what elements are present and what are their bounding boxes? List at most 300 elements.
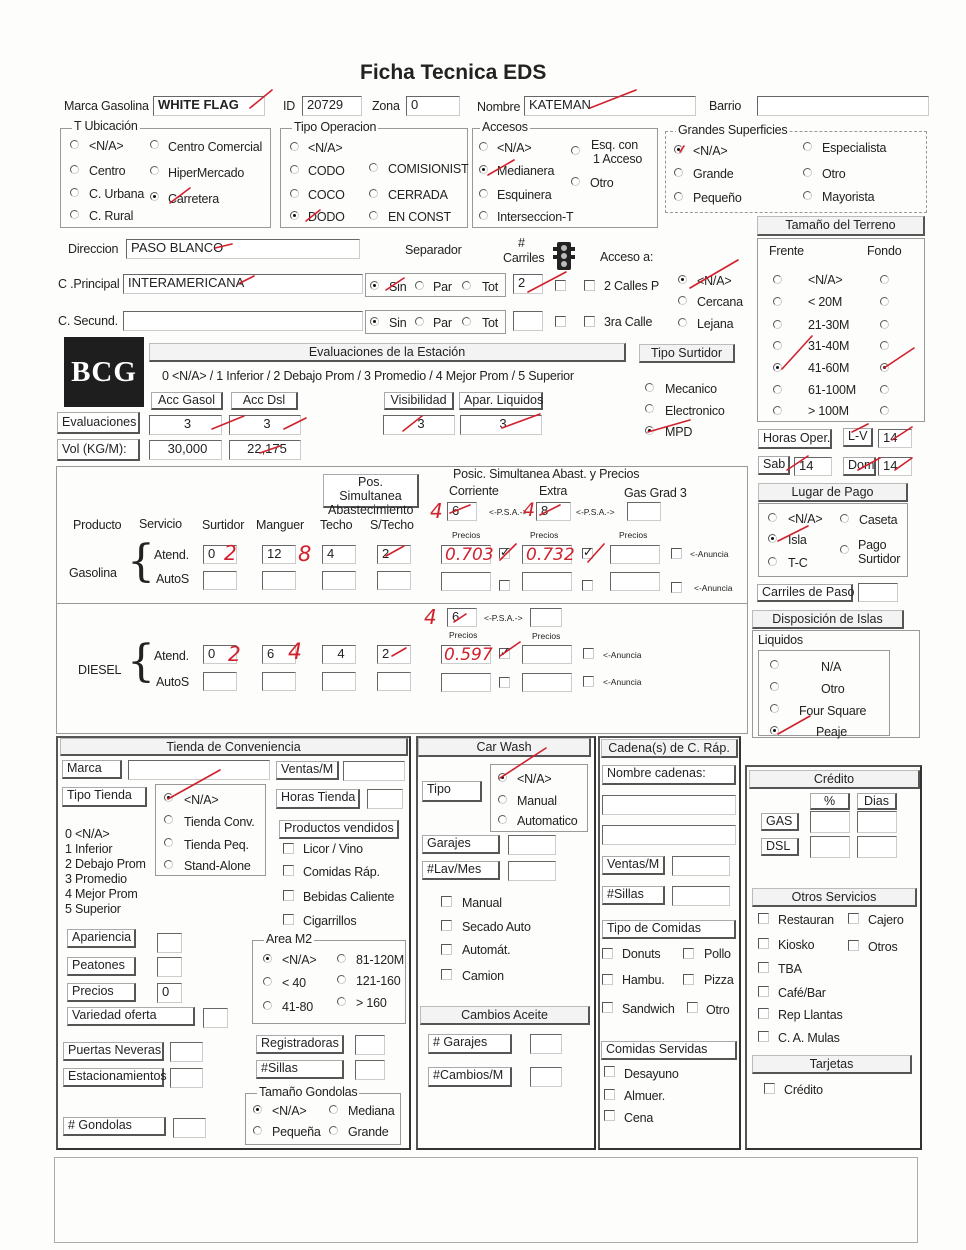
cadena-nombre-field-2[interactable] <box>602 825 736 845</box>
otro-comida-check[interactable] <box>687 1002 698 1013</box>
sep-principal-par[interactable] <box>415 281 424 290</box>
ubicacion-radio-ccomercial[interactable] <box>150 140 159 149</box>
cambios-garajes-field[interactable] <box>530 1034 562 1054</box>
autos-precio-corriente[interactable] <box>441 572 491 591</box>
accesos-radio-medianera[interactable] <box>479 165 488 174</box>
diesel-autos-techo[interactable] <box>322 672 356 691</box>
cambios-m-field[interactable] <box>530 1067 562 1087</box>
sep-sin-label: Sin <box>389 316 407 330</box>
surtidor-radio-electronico[interactable] <box>645 404 654 413</box>
terreno-option-label: 31-40M <box>808 339 850 353</box>
ubicacion-radio-na[interactable] <box>70 140 79 149</box>
autos-corriente-check[interactable] <box>499 580 510 591</box>
carriles-secund-field[interactable] <box>513 311 543 331</box>
puertas-field[interactable] <box>170 1042 203 1062</box>
gas-autos-manguer[interactable] <box>262 571 296 590</box>
restauran-check[interactable] <box>758 913 769 924</box>
horas-tienda-field[interactable] <box>367 789 403 809</box>
cena-check[interactable] <box>604 1110 615 1121</box>
islas-label: Peaje <box>816 725 847 739</box>
carriles-paso-field[interactable] <box>858 583 898 602</box>
comida-label: Donuts <box>622 947 661 961</box>
diesel-atend-surtidor[interactable]: 0 <box>203 645 237 664</box>
grandes-radio-otro[interactable] <box>803 168 812 177</box>
registradoras-label: Registradoras <box>256 1035 344 1054</box>
pos-simultanea-text: Pos. Simultanea Abastecimiento <box>328 475 414 517</box>
frente-radio[interactable] <box>773 406 782 415</box>
cadena-nombre-field-1[interactable] <box>602 795 736 815</box>
horas-tienda-label: Horas Tienda <box>276 789 360 809</box>
credito-dsl-dias[interactable] <box>857 836 897 858</box>
variedad-field[interactable] <box>203 1008 228 1028</box>
evaluaciones-title: Evaluaciones de la Estación <box>149 343 626 362</box>
variedad-label: Variedad oferta <box>67 1007 195 1026</box>
diesel-autos-precio[interactable] <box>441 673 491 692</box>
servida-label: Almuer. <box>624 1089 665 1103</box>
licor-check[interactable] <box>283 843 294 854</box>
servicio-label: C. A. Mulas <box>778 1031 840 1045</box>
gas-grad3-label: Gas Grad 3 <box>624 486 687 500</box>
anuncia-label: <-Anuncia <box>694 583 733 593</box>
direccion-field[interactable]: PASO BLANCO <box>126 239 360 259</box>
operacion-radio-cerrada[interactable] <box>369 189 378 198</box>
ubicacion-label: Carretera <box>168 192 219 206</box>
area-radio-81[interactable] <box>337 954 346 963</box>
diesel-autos-check[interactable] <box>499 677 510 688</box>
autos-precio-extra[interactable] <box>522 572 572 591</box>
secund-check-a[interactable] <box>555 316 566 327</box>
area-label: < 40 <box>282 976 306 990</box>
comidas-servidas-label: Comidas Servidas <box>601 1041 737 1060</box>
acceso-label: <N/A> <box>697 274 732 288</box>
credito-dsl-label: DSL <box>761 838 799 856</box>
almuer-check[interactable] <box>604 1089 615 1100</box>
peatones-field[interactable] <box>157 957 182 977</box>
sep-tot-label: Tot <box>482 316 499 330</box>
fondo-radio[interactable] <box>880 385 889 394</box>
area-radio-121[interactable] <box>337 975 346 984</box>
ubicacion-radio-urbana[interactable] <box>70 188 79 197</box>
gas-atend-stecho[interactable]: 2 <box>377 545 411 564</box>
area-title: Area M2 <box>266 932 312 946</box>
pizza-check[interactable] <box>683 974 694 985</box>
marca-label: Marca Gasolina <box>64 99 149 113</box>
accesos-radio-esq[interactable] <box>571 146 580 155</box>
barrio-label: Barrio <box>709 99 742 113</box>
area-label: > 160 <box>356 996 387 1010</box>
grandes-radio-pequeno[interactable] <box>674 192 683 201</box>
precio-extra-check[interactable] <box>582 548 593 559</box>
cadena-sillas-field[interactable] <box>672 886 730 906</box>
grandes-label: Especialista <box>822 141 887 155</box>
gas-autos-stecho[interactable] <box>377 571 411 590</box>
pos-grad3-field[interactable] <box>627 502 661 521</box>
operacion-radio-codo[interactable] <box>290 165 299 174</box>
credito-pct-label: % <box>810 793 850 810</box>
gas-atend-techo[interactable]: 4 <box>322 545 356 564</box>
tba-check[interactable] <box>758 962 769 973</box>
grandes-radio-na[interactable] <box>674 145 683 154</box>
tipo-tienda-radio-conv[interactable] <box>164 815 173 824</box>
pago-radio-isla[interactable] <box>768 534 777 543</box>
anuncia-label: <-Anuncia <box>603 650 642 660</box>
mulas-check[interactable] <box>758 1031 769 1042</box>
autos-extra-check[interactable] <box>582 580 593 591</box>
notes-area[interactable] <box>54 1157 918 1243</box>
pago-radio-na[interactable] <box>768 513 777 522</box>
cadena-ventas-label: Ventas/M <box>602 856 665 875</box>
frente-radio[interactable] <box>773 341 782 350</box>
bcg-logo <box>64 337 144 407</box>
puertas-label: Puertas Neveras <box>63 1042 164 1061</box>
comida-label: Hambu. <box>622 973 665 987</box>
bcg-logo-text: BCG <box>71 355 137 388</box>
credito-gas-dias[interactable] <box>857 811 897 833</box>
pago-label: <N/A> <box>788 512 823 526</box>
anuncia-check[interactable] <box>671 548 682 559</box>
area-radio-160[interactable] <box>337 997 346 1006</box>
diesel-anuncia-check[interactable] <box>583 648 594 659</box>
diesel-autos-precio-extra[interactable] <box>522 673 572 692</box>
ubicacion-radio-carretera[interactable] <box>150 192 159 201</box>
sep-secund-sin[interactable] <box>370 317 379 326</box>
grandes-radio-especialista[interactable] <box>803 142 812 151</box>
fondo-radio[interactable] <box>880 341 889 350</box>
eval-apar-liquidos-field[interactable]: 3 <box>460 415 542 435</box>
principal-check-a[interactable] <box>555 280 566 291</box>
grandes-radio-grande[interactable] <box>674 168 683 177</box>
nombre-label: Nombre <box>477 100 521 114</box>
gas-atend-manguer[interactable]: 12 <box>262 545 296 564</box>
accesos-radio-interseccion[interactable] <box>479 211 488 220</box>
area-label: 121-160 <box>356 974 401 988</box>
diesel-autos-surtidor[interactable] <box>203 672 237 691</box>
surtidor-label: MPD <box>665 425 693 439</box>
fondo-radio[interactable] <box>880 320 889 329</box>
fondo-radio[interactable] <box>880 297 889 306</box>
vol-gas-field[interactable]: 30,000 <box>149 440 222 460</box>
hw-diesel-manguer: 4 <box>288 640 302 665</box>
islas-radio-otro[interactable] <box>770 682 779 691</box>
frente-radio[interactable] <box>773 297 782 306</box>
frente-radio[interactable] <box>773 320 782 329</box>
cafe-check[interactable] <box>758 986 769 997</box>
tienda-scale-3: 3 Promedio <box>65 872 127 886</box>
credito-gas-pct[interactable] <box>810 811 850 833</box>
hambu-check[interactable] <box>602 974 613 985</box>
hw-precio-corriente: 0.703 <box>445 545 494 565</box>
apariencia-field[interactable] <box>157 933 182 953</box>
tarjetas-title: Tarjetas <box>752 1055 912 1074</box>
accesos-label: <N/A> <box>497 141 532 155</box>
tres-calle-check[interactable] <box>584 316 595 327</box>
servicio-label: Café/Bar <box>778 986 826 1000</box>
bebidas-check[interactable] <box>283 890 294 901</box>
diesel-pos-extra[interactable] <box>530 608 562 627</box>
sab-label: Sab <box>758 456 790 475</box>
autos-precio-grad3[interactable] <box>610 572 660 591</box>
accesos-radio-na[interactable] <box>479 142 488 151</box>
operacion-radio-dodo[interactable] <box>290 211 299 220</box>
pago-radio-caseta[interactable] <box>840 514 849 523</box>
carriles-principal-field[interactable]: 2 <box>513 274 543 294</box>
carriles-label: Carriles <box>503 251 545 265</box>
kiosko-check[interactable] <box>758 938 769 949</box>
tipo-tienda-radio-na[interactable] <box>164 793 173 802</box>
diesel-precio-extra[interactable] <box>522 645 572 664</box>
carwash-garajes-field[interactable] <box>508 835 556 855</box>
sep-principal-tot[interactable] <box>462 281 471 290</box>
acceso-radio-cercana[interactable] <box>678 296 687 305</box>
dom-field[interactable]: 14 <box>878 457 912 476</box>
hw-gas-manguer: 8 <box>298 542 312 566</box>
frente-radio[interactable] <box>773 363 782 372</box>
credito-title: Crédito <box>749 770 920 789</box>
islas-radio-four-square[interactable] <box>770 704 779 713</box>
carwash-label: Manual <box>517 794 557 808</box>
accesos-label: 1 Acceso <box>593 152 643 166</box>
tienda-marca-field[interactable] <box>128 760 270 780</box>
sep-par-label: Par <box>433 316 452 330</box>
grandes-label: Grande <box>693 167 734 181</box>
evaluaciones-scale: 0 <N/A> / 1 Inferior / 2 Debajo Prom / 3 Promedio / 4 Mejor Prom / 5 Superior <box>162 369 574 383</box>
carwash-radio-automatico[interactable] <box>498 815 507 824</box>
diesel-pos-field[interactable]: 6 <box>447 608 477 627</box>
extra-label: Extra <box>539 484 568 498</box>
lv-field[interactable]: 14 <box>878 429 912 448</box>
num-gondolas-label: # Gondolas <box>63 1117 166 1136</box>
ubicacion-radio-hiper[interactable] <box>150 166 159 175</box>
hw-pos-corriente: 4 <box>430 499 443 523</box>
id-field[interactable]: 20729 <box>302 96 362 116</box>
diesel-atend-label: Atend. <box>154 649 189 663</box>
tienda-ventas-field[interactable] <box>343 761 405 781</box>
vol-dsl-field[interactable]: 22,175 <box>229 440 301 460</box>
tipo-tienda-label: <N/A> <box>184 793 219 807</box>
eval-visibilidad-field[interactable]: 3 <box>383 415 455 435</box>
gas-autos-surtidor[interactable] <box>203 571 237 590</box>
credito-dias-label: Dias <box>857 793 897 810</box>
sep-sin-label: Sin <box>389 280 407 294</box>
ubicacion-radio-rural[interactable] <box>70 210 79 219</box>
surtidor-radio-mecanico[interactable] <box>645 383 654 392</box>
tipo-tienda-radio-stand[interactable] <box>164 860 173 869</box>
cprincipal-field[interactable]: INTERAMERICANA <box>123 274 363 294</box>
pos-extra-field[interactable]: 8 <box>536 502 571 521</box>
cw-manual-check[interactable] <box>441 896 452 907</box>
cw-secado-check[interactable] <box>441 920 452 931</box>
cigarrillos-check[interactable] <box>283 914 294 925</box>
gondolas-radio-mediana[interactable] <box>329 1105 338 1114</box>
diesel-label: DIESEL <box>78 663 122 677</box>
accesos-radio-otro[interactable] <box>571 177 580 186</box>
posic-title: Posic. Simultanea Abast. y Precios <box>453 467 640 481</box>
surtidor-radio-mpd[interactable] <box>645 426 654 435</box>
frente-radio[interactable] <box>773 385 782 394</box>
sep-par-label: Par <box>433 280 452 294</box>
dos-calles-check[interactable] <box>584 280 595 291</box>
precio-corriente-check[interactable] <box>499 548 510 559</box>
accesos-label: Interseccion-T <box>497 210 574 224</box>
tipo-tienda-radio-peq[interactable] <box>164 838 173 847</box>
producto-header: Producto <box>73 518 122 532</box>
carwash-radio-na[interactable] <box>498 773 507 782</box>
num-gondolas-field[interactable] <box>173 1118 206 1138</box>
acceso-a-label: Acceso a: <box>600 250 654 264</box>
nombre-field[interactable]: KATEMAN <box>524 96 696 116</box>
carwash-garajes-label: Garajes <box>422 835 500 854</box>
gasolina-diesel-divider <box>56 603 748 604</box>
zona-label: Zona <box>372 99 400 113</box>
fondo-radio[interactable] <box>880 275 889 284</box>
sep-secund-par[interactable] <box>415 317 424 326</box>
comidas-check[interactable] <box>283 865 294 876</box>
precios-label: Precios <box>532 631 561 641</box>
tamano-terreno-title: Tamaño del Terreno <box>757 216 925 236</box>
csecund-field[interactable] <box>123 311 363 331</box>
donuts-check[interactable] <box>602 948 613 959</box>
diesel-autos-stecho[interactable] <box>377 672 411 691</box>
operacion-radio-comisionist[interactable] <box>369 163 378 172</box>
pos-corriente-field[interactable]: 6 <box>447 502 477 521</box>
barrio-field[interactable] <box>757 96 929 116</box>
gondolas-radio-na[interactable] <box>253 1105 262 1114</box>
pago-label: T-C <box>788 556 808 570</box>
acceso-radio-na[interactable] <box>678 275 687 284</box>
operacion-radio-enconst[interactable] <box>369 211 378 220</box>
area-radio-40[interactable] <box>263 977 272 986</box>
rep-llantas-check[interactable] <box>758 1008 769 1019</box>
acceso-radio-lejana[interactable] <box>678 318 687 327</box>
islas-label: N/A <box>821 660 842 674</box>
estacionamientos-field[interactable] <box>170 1068 203 1088</box>
pago-radio-surtidor[interactable] <box>840 545 849 554</box>
diesel-autos-label: AutoS <box>156 675 190 689</box>
fondo-radio[interactable] <box>880 363 889 372</box>
ubicacion-label: Centro <box>89 164 126 178</box>
cprincipal-label: C .Principal <box>58 277 120 291</box>
gondolas-radio-grande[interactable] <box>329 1126 338 1135</box>
frente-radio[interactable] <box>773 275 782 284</box>
sandwich-check[interactable] <box>602 1002 613 1013</box>
zona-field[interactable]: 0 <box>406 96 460 116</box>
brace-icon: { <box>127 536 155 587</box>
servicio-label: Kiosko <box>778 938 815 952</box>
lav-mes-field[interactable] <box>508 861 556 881</box>
sep-principal-sin[interactable] <box>370 281 379 290</box>
cw-camion-check[interactable] <box>441 969 452 980</box>
precio-grad3-field[interactable] <box>610 545 660 564</box>
servicio-label: Otros <box>868 940 898 954</box>
grandes-label: <N/A> <box>693 144 728 158</box>
producto-label: Comidas Ráp. <box>303 865 380 879</box>
diesel-autos-manguer[interactable] <box>262 672 296 691</box>
precios-tienda-field[interactable]: 0 <box>157 983 182 1003</box>
fondo-radio[interactable] <box>880 406 889 415</box>
cw-check-label: Manual <box>462 896 502 910</box>
cajero-check[interactable] <box>848 913 859 924</box>
operacion-label: COCO <box>308 188 345 202</box>
area-radio-na[interactable] <box>263 954 272 963</box>
comida-label: Pollo <box>704 947 731 961</box>
tipo-tienda-label: Tienda Conv. <box>184 815 255 829</box>
operacion-radio-coco[interactable] <box>290 189 299 198</box>
islas-radio-peaje[interactable] <box>770 726 779 735</box>
carwash-title: Car Wash <box>418 738 591 757</box>
frente-label: Frente <box>769 244 804 258</box>
diesel-atend-manguer[interactable]: 6 <box>262 645 296 664</box>
brace-icon: { <box>127 636 155 687</box>
eval-acc-gasol-field[interactable]: 3 <box>149 415 222 435</box>
otros-check[interactable] <box>848 940 859 951</box>
gondolas-radio-pequena[interactable] <box>253 1126 262 1135</box>
sep-secund-tot[interactable] <box>462 317 471 326</box>
cadena-ventas-field[interactable] <box>672 856 730 876</box>
sillas-tienda-field[interactable] <box>355 1060 385 1080</box>
tarjeta-credito-check[interactable] <box>764 1083 775 1094</box>
servicio-label: Restauran <box>778 913 834 927</box>
productos-vendidos-label: Productos vendidos <box>279 820 399 839</box>
sep-tot-label: Tot <box>482 280 499 294</box>
marca-field[interactable]: WHITE FLAG <box>153 96 265 116</box>
tienda-scale-0: 0 <N/A> <box>65 827 110 841</box>
pago-label: Isla <box>788 533 807 547</box>
operacion-radio-na[interactable] <box>290 142 299 151</box>
registradoras-field[interactable] <box>355 1035 385 1055</box>
gasolina-label: Gasolina <box>69 566 117 580</box>
diesel-precio-check[interactable] <box>499 648 510 659</box>
eval-acc-dsl-field[interactable]: 3 <box>229 415 301 435</box>
acceso-label: Cercana <box>697 295 743 309</box>
area-radio-41[interactable] <box>263 1001 272 1010</box>
accesos-radio-esquinera[interactable] <box>479 189 488 198</box>
hw-pos-extra: 4 <box>523 499 536 521</box>
precios-tienda-label: Precios <box>67 983 136 1002</box>
gas-atend-label: Atend. <box>154 548 189 562</box>
pollo-check[interactable] <box>683 948 694 959</box>
gas-autos-techo[interactable] <box>322 571 356 590</box>
ubicacion-radio-centro[interactable] <box>70 165 79 174</box>
cadena-sillas-label: #Sillas <box>602 886 665 905</box>
desayuno-check[interactable] <box>604 1066 615 1077</box>
techo-header: Techo <box>320 518 353 532</box>
precios-label: Precios <box>449 630 478 640</box>
gondolas-label: <N/A> <box>272 1104 307 1118</box>
pago-label: Caseta <box>859 513 898 527</box>
carwash-radio-manual[interactable] <box>498 795 507 804</box>
islas-radio-na[interactable] <box>770 660 779 669</box>
cw-automat-check[interactable] <box>441 944 452 955</box>
gondolas-label: Pequeña <box>272 1125 321 1139</box>
hw-diesel-pos: 4 <box>424 605 437 629</box>
gas-atend-surtidor[interactable]: 0 <box>203 545 237 564</box>
cadena-title: Cadena(s) de C. Ráp. <box>601 739 738 758</box>
islas-label: Four Square <box>799 704 867 718</box>
pago-radio-tc[interactable] <box>768 557 777 566</box>
cw-check-label: Camion <box>462 969 504 983</box>
credito-dsl-pct[interactable] <box>810 836 850 858</box>
grandes-radio-mayorista[interactable] <box>803 191 812 200</box>
surtidor-label: Mecanico <box>665 382 717 396</box>
cambios-m-label: #Cambios/M <box>428 1067 512 1087</box>
horas-oper-label: Horas Oper. <box>758 429 832 449</box>
sab-field[interactable]: 14 <box>794 457 832 476</box>
diesel-atend-stecho[interactable]: 2 <box>377 645 411 664</box>
diesel-autos-anuncia-check[interactable] <box>583 676 594 687</box>
gas-autos-label: AutoS <box>156 572 190 586</box>
autos-anuncia-check[interactable] <box>671 582 682 593</box>
diesel-atend-techo[interactable]: 4 <box>322 645 356 664</box>
